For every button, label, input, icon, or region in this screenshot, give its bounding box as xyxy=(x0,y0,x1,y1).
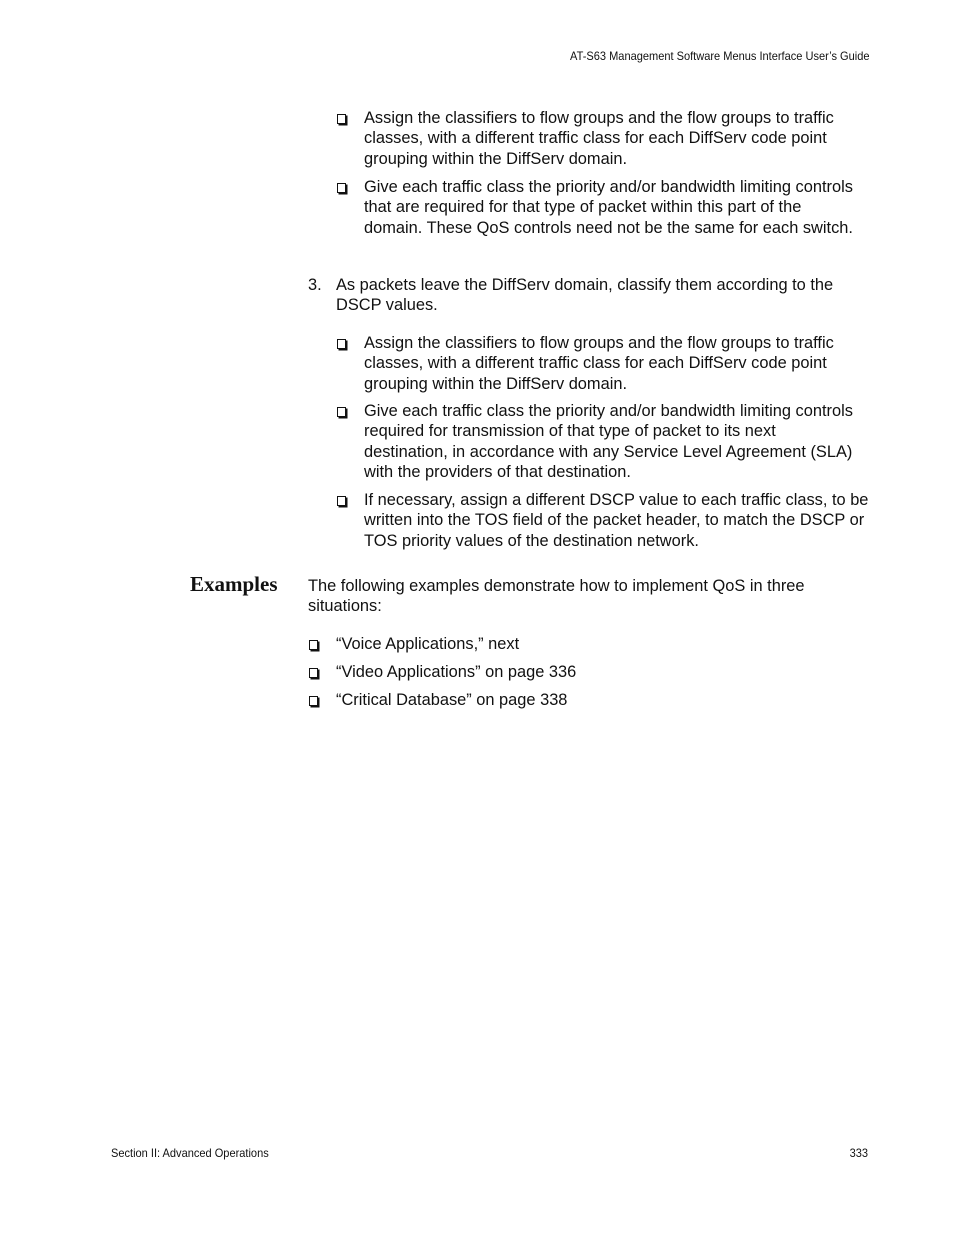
footer-section: Section II: Advanced Operations xyxy=(111,1146,269,1160)
example-link-voice[interactable]: “Voice Applications,” next xyxy=(336,635,520,653)
list-item: Give each traffic class the priority and/or bandwidth limiting controls that are required for that type of packet within this part of the domain. These QoS controls need not be the same for each switch. xyxy=(364,178,853,237)
step-text: As packets leave the DiffServ domain, classify them according to the DSCP values. xyxy=(336,276,834,315)
checkbox-bullet-icon xyxy=(309,640,318,650)
checkbox-bullet-icon xyxy=(337,407,346,417)
checkbox-bullet-icon xyxy=(337,339,346,349)
running-header: AT-S63 Management Software Menus Interface User’s Guide xyxy=(569,49,869,63)
list-item: If necessary, assign a different DSCP value to each traffic class, to be written into the TOS field of the packet header, to match the DSCP or TOS priority values of the destination network. xyxy=(364,491,869,550)
examples-intro: The following examples demonstrate how to implement QoS in three situations: xyxy=(308,577,805,616)
page-number: 333 xyxy=(849,1146,868,1160)
list-item: Give each traffic class the priority and/or bandwidth limiting controls required for transmission of that type of packet to its next destination, in accordance with any Service Level Agreement (SLA) with the providers of that destination. xyxy=(364,402,853,481)
checkbox-bullet-icon xyxy=(309,668,318,678)
example-link-video[interactable]: “Video Applications” on page 336 xyxy=(336,663,577,681)
step-number: 3. xyxy=(308,276,322,294)
example-link-database[interactable]: “Critical Database” on page 338 xyxy=(336,691,568,709)
list-item: Assign the classifiers to flow groups and the flow groups to traffic classes, with a different traffic class for each DiffServ code point grouping within the DiffServ domain. xyxy=(364,334,834,393)
section-heading: Examples xyxy=(190,572,278,596)
checkbox-bullet-icon xyxy=(337,496,346,506)
list-item: Assign the classifiers to flow groups and the flow groups to traffic classes, with a different traffic class for each DiffServ code point grouping within the DiffServ domain. xyxy=(364,109,834,168)
checkbox-bullet-icon xyxy=(309,696,318,706)
checkbox-bullet-icon xyxy=(337,114,346,124)
checkbox-bullet-icon xyxy=(337,183,346,193)
